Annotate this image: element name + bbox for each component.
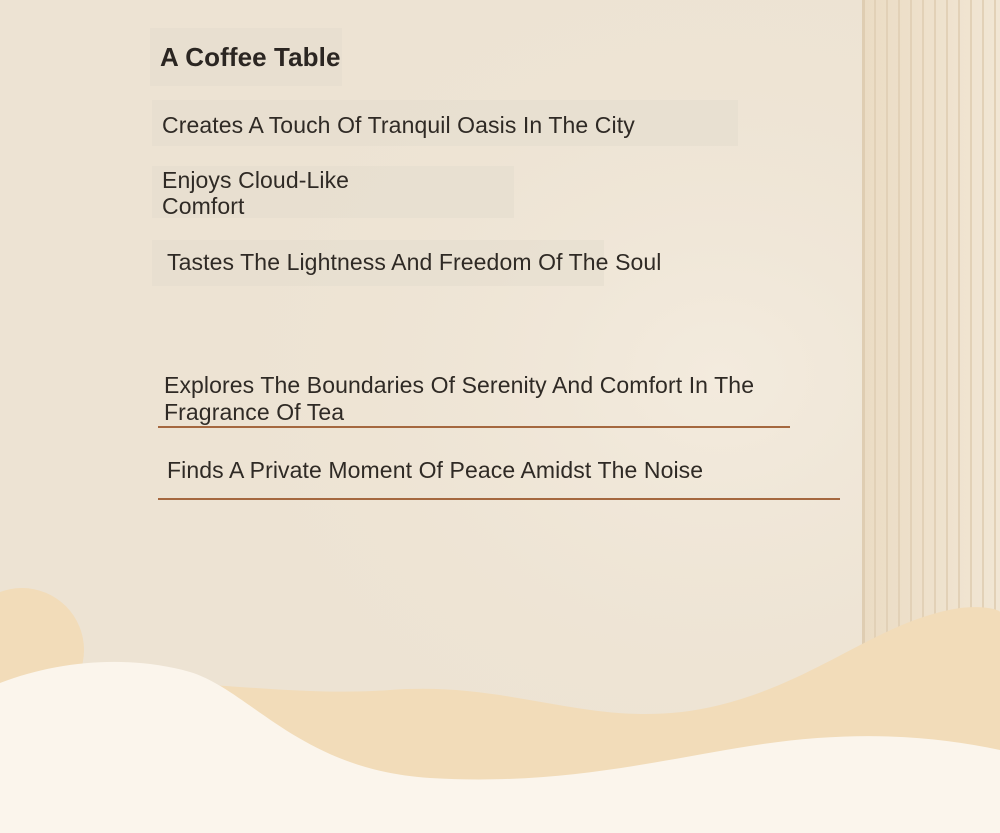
feature-line-cloud-2: Comfort	[162, 193, 245, 219]
feature-line-oasis: Creates A Touch Of Tranquil Oasis In The City	[162, 112, 635, 138]
feature-line-serenity-2: Fragrance Of Tea	[164, 399, 345, 425]
feature-line-serenity-1: Explores The Boundaries Of Serenity And Comfort In The	[164, 372, 755, 398]
divider-underline	[158, 426, 790, 428]
feature-line-cloud-1: Enjoys Cloud-Like	[162, 167, 350, 193]
page-title: A Coffee Table	[160, 42, 341, 72]
feature-line-peace: Finds A Private Moment Of Peace Amidst The Noise	[167, 457, 704, 483]
feature-line-lightness: Tastes The Lightness And Freedom Of The Soul	[167, 249, 662, 275]
divider-underline	[158, 498, 840, 500]
